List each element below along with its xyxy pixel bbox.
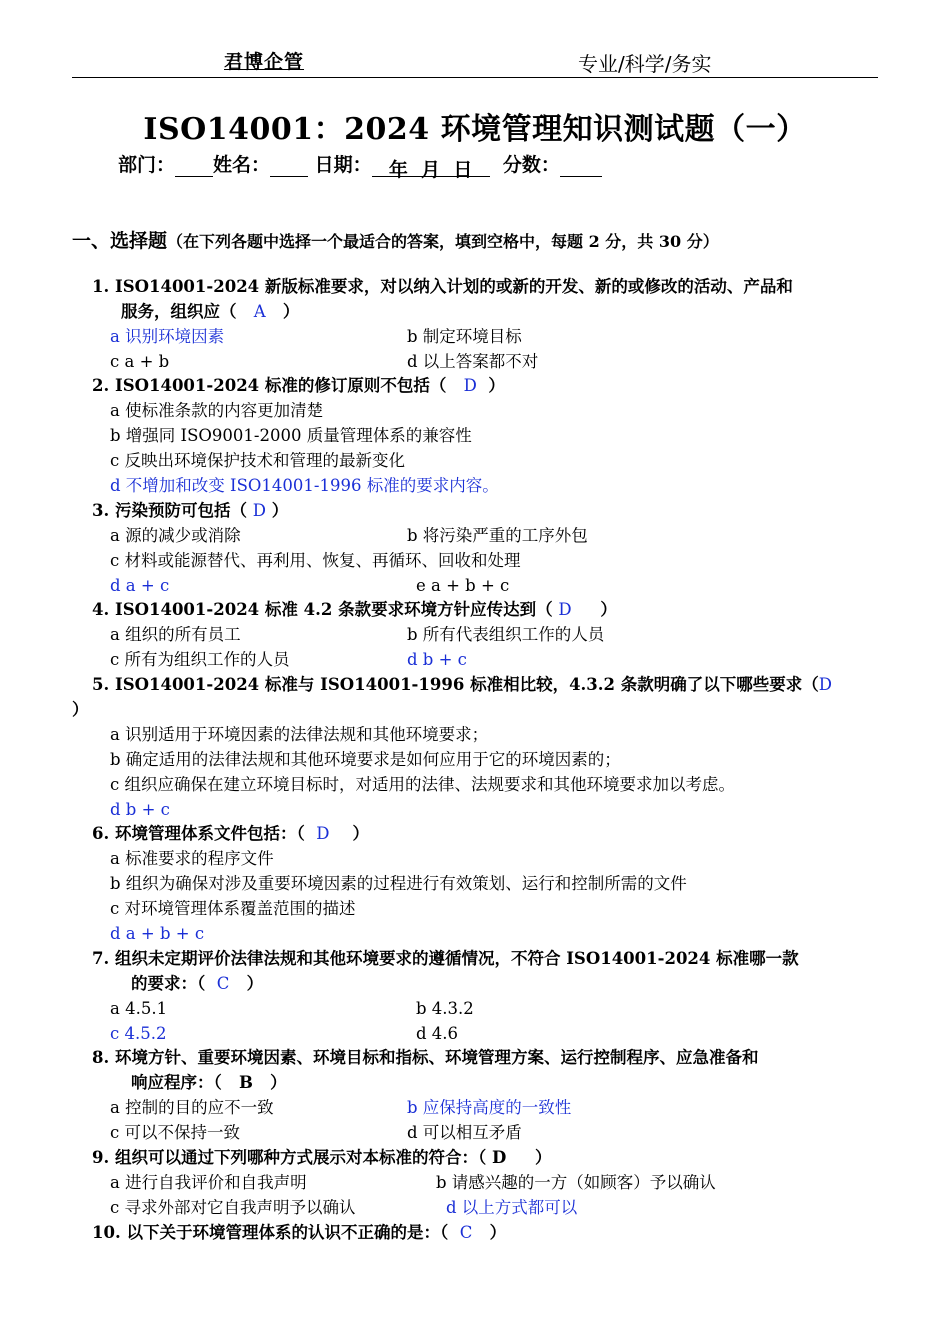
option: c 反映出环境保护技术和管理的最新变化	[110, 451, 405, 470]
header-slogan: 专业/科学/务实	[578, 52, 712, 76]
section-title: 一、选择题	[72, 230, 168, 252]
option: d b + c	[110, 800, 170, 819]
option: b 4.3.2	[416, 999, 474, 1018]
question-2-text: 2. ISO14001-2024 标准的修订原则不包括（	[92, 376, 447, 395]
question-6-answer: D	[316, 824, 330, 843]
question-8-stem-cont	[131, 1070, 287, 1095]
option: c 寻求外部对它自我声明予以确认	[110, 1198, 356, 1217]
question-10-stem	[92, 1220, 506, 1245]
option: d 可以相互矛盾	[407, 1123, 522, 1142]
question-5-close: ）	[72, 700, 89, 719]
option: b 增强同 ISO9001-2000 质量管理体系的兼容性	[110, 426, 472, 445]
date-label: 日期：	[314, 154, 372, 176]
option: a 源的减少或消除	[110, 526, 241, 545]
question-2-answer: D	[463, 376, 477, 395]
option: a 4.5.1	[110, 999, 168, 1018]
dept-blank[interactable]	[175, 155, 213, 177]
option: e a + b + c	[416, 576, 510, 595]
header-divider	[72, 77, 878, 78]
question-4-text: 4. ISO14001-2024 标准 4.2 条款要求环境方针应传达到（	[92, 600, 553, 619]
question-3-text: 3. 污染预防可包括（	[92, 501, 247, 520]
question-1-stem-cont	[121, 299, 299, 324]
date-blank[interactable]	[372, 155, 490, 181]
section-heading	[72, 226, 719, 253]
question-5-answer: D	[818, 675, 832, 694]
question-9-answer: D	[491, 1148, 507, 1167]
question-7-stem-cont	[131, 971, 263, 996]
question-1-stem: 1. ISO14001-2024 新版标准要求，对以纳入计划的或新的开发、新的或修改的活动、产品和	[92, 277, 793, 296]
question-6-close: ）	[352, 824, 369, 843]
question-3-close: ）	[271, 501, 289, 520]
section-note: （在下列各题中选择一个最适合的答案，填到空格中，每题 2 分，共 30 分）	[167, 232, 719, 251]
option: d 以上答案都不对	[407, 352, 539, 371]
question-7-close: ）	[246, 974, 264, 993]
option: c a + b	[110, 352, 170, 371]
question-9-text: 9. 组织可以通过下列哪种方式展示对本标准的符合：（	[92, 1148, 487, 1167]
option: c 对环境管理体系覆盖范围的描述	[110, 899, 356, 918]
name-label: 姓名：	[213, 154, 271, 176]
question-3-stem	[92, 498, 288, 523]
option: a 识别环境因素	[110, 327, 225, 346]
option: c 4.5.2	[110, 1024, 167, 1043]
option: a 组织的所有员工	[110, 625, 241, 644]
info-line	[118, 150, 602, 181]
date-year: 年	[388, 159, 408, 181]
name-blank[interactable]	[270, 155, 308, 177]
dept-label: 部门：	[118, 154, 176, 176]
question-8-close: ）	[270, 1073, 287, 1092]
question-7-stem2: 的要求：（	[131, 974, 206, 993]
question-7-answer: C	[216, 974, 230, 993]
question-2-stem	[92, 373, 505, 398]
question-4-close: ）	[600, 600, 617, 619]
question-8-stem2: 响应程序：（	[131, 1073, 222, 1092]
question-9-stem	[92, 1145, 552, 1170]
question-7-stem: 7. 组织未定期评价法律法规和其他环境要求的遵循情况，不符合 ISO14001-2024 标准哪一款	[92, 949, 799, 968]
option: b 应保持高度的一致性	[407, 1098, 572, 1117]
question-6-stem	[92, 821, 369, 846]
option: c 材料或能源替代、再利用、恢复、再循环、回收和处理	[110, 551, 521, 570]
date-month: 月	[421, 159, 441, 181]
page-title: ISO14001：2024 环境管理知识测试题（一）	[143, 112, 807, 147]
question-10-answer: C	[459, 1223, 473, 1242]
option: b 确定适用的法律法规和其他环境要求是如何应用于它的环境因素的；	[110, 750, 621, 769]
question-1-stem2: 服务，组织应（	[121, 302, 237, 321]
option: d 以上方式都可以	[446, 1198, 578, 1217]
question-9-close: ）	[535, 1148, 552, 1167]
option: d a + c	[110, 576, 170, 595]
question-4-answer: D	[558, 600, 572, 619]
option: d 不增加和改变 ISO14001-1996 标准的要求内容。	[110, 476, 499, 495]
score-blank[interactable]	[560, 155, 602, 177]
option: a 进行自我评价和自我声明	[110, 1173, 307, 1192]
option: b 制定环境目标	[407, 327, 522, 346]
question-5-stem	[92, 672, 832, 697]
option: d b + c	[407, 650, 467, 669]
brand-logo: 君博企管	[224, 51, 305, 73]
question-10-text: 10. 以下关于环境管理体系的认识不正确的是：（	[92, 1223, 449, 1242]
question-8-answer: B	[238, 1073, 253, 1092]
option: c 可以不保持一致	[110, 1123, 240, 1142]
option: c 所有为组织工作的人员	[110, 650, 290, 669]
question-5-text: 5. ISO14001-2024 标准与 ISO14001-1996 标准相比较，4.3.2 条款明确了以下哪些要求（	[92, 675, 819, 694]
question-1-close: ）	[282, 302, 300, 321]
question-1-answer: A	[253, 302, 266, 321]
question-3-answer: D	[252, 501, 266, 520]
option: b 将污染严重的工序外包	[407, 526, 588, 545]
question-2-close: ）	[488, 376, 505, 395]
question-8-stem: 8. 环境方针、重要环境因素、环境目标和指标、环境管理方案、运行控制程序、应急准备和	[92, 1048, 759, 1067]
option: a 标准要求的程序文件	[110, 849, 274, 868]
option: b 所有代表组织工作的人员	[407, 625, 605, 644]
score-label: 分数：	[502, 154, 560, 176]
option: c 组织应确保在建立环境目标时，对适用的法律、法规要求和其他环境要求加以考虑。	[110, 775, 735, 794]
option: d 4.6	[416, 1024, 459, 1043]
question-6-text: 6. 环境管理体系文件包括：（	[92, 824, 305, 843]
option: d a + b + c	[110, 924, 205, 943]
option: a 使标准条款的内容更加清楚	[110, 401, 324, 420]
option: b 组织为确保对涉及重要环境因素的过程进行有效策划、运行和控制所需的文件	[110, 874, 687, 893]
date-day: 日	[453, 159, 473, 181]
option: b 请感兴趣的一方（如顾客）予以确认	[436, 1173, 716, 1192]
question-10-close: ）	[489, 1223, 507, 1242]
question-4-stem	[92, 597, 617, 622]
option: a 控制的目的应不一致	[110, 1098, 274, 1117]
option: a 识别适用于环境因素的法律法规和其他环境要求；	[110, 725, 489, 744]
